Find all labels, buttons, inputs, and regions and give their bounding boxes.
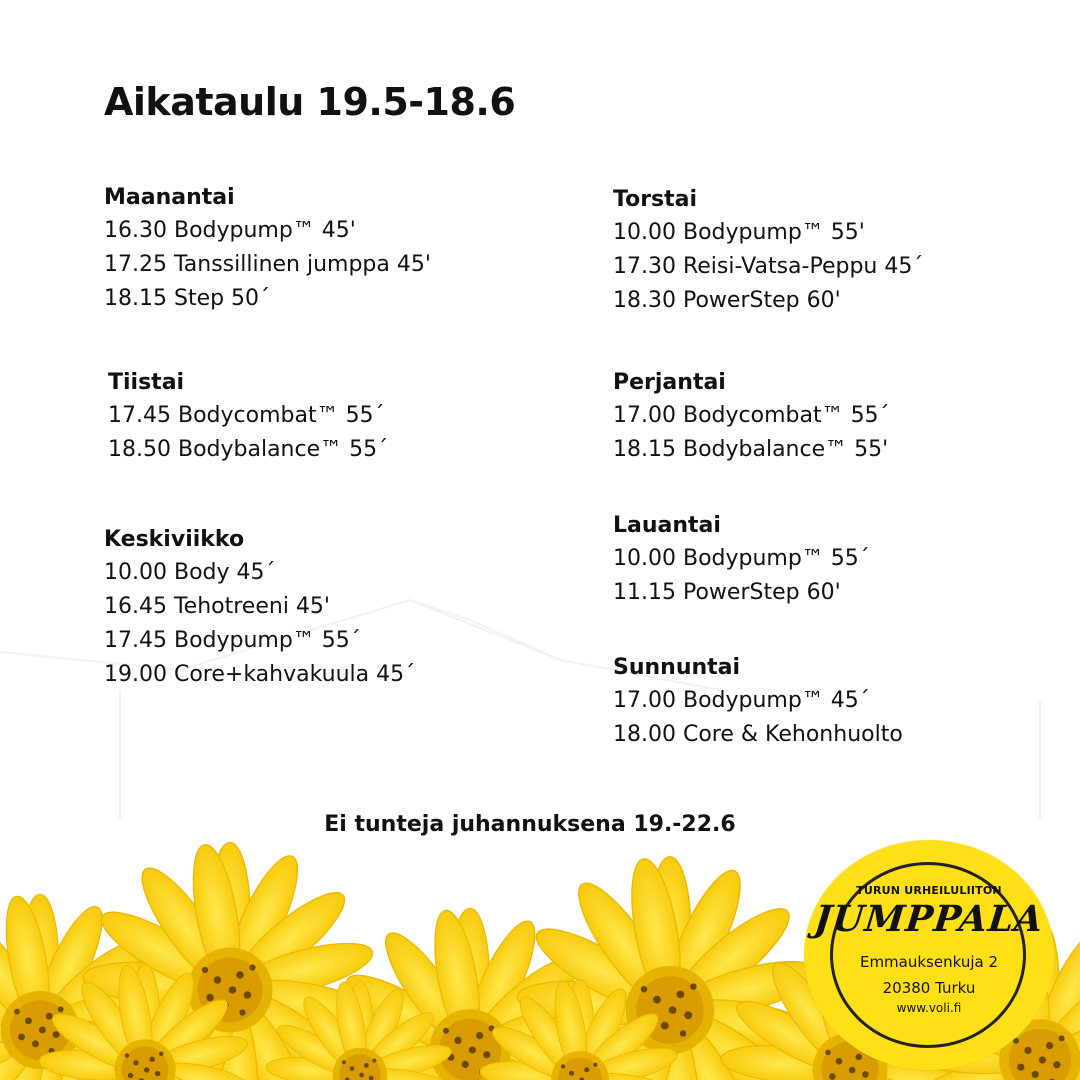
day-title: Keskiviikko [104,527,245,552]
day-torstai [613,183,923,318]
jumppala-logo-badge [804,840,1054,1070]
schedule-item: 17.30 Reisi-Vatsa-Peppu 45´ [613,254,924,279]
day-keskiviikko [104,523,415,692]
day-title: Perjantai [613,370,726,395]
day-title: Sunnuntai [613,655,741,680]
schedule-item: 18.50 Bodybalance™ 55´ [108,437,389,462]
schedule-item: 16.30 Bodypump™ 45' [104,218,356,243]
schedule-item: 18.15 Bodybalance™ 55' [613,437,889,462]
schedule-item: 16.45 Tehotreeni 45' [104,594,330,619]
schedule-item: 17.45 Bodypump™ 55´ [104,628,361,653]
badge-brand: JUMPPALA [812,898,1046,940]
day-maanantai [104,181,431,316]
day-tiistai [108,366,388,467]
badge-org: TURUN URHEILULIITON [856,884,1002,897]
schedule-item: 18.00 Core & Kehonhuolto [613,722,903,747]
badge-street: Emmauksenkuja 2 [859,953,999,971]
schedule-item: 10.00 Body 45´ [104,560,276,585]
schedule-item: 10.00 Bodypump™ 55´ [613,546,870,571]
day-sunnuntai [613,651,903,752]
schedule-item: 17.45 Bodycombat™ 55´ [108,403,385,428]
schedule-item: 18.30 PowerStep 60' [613,288,841,313]
schedule-item: 17.00 Bodycombat™ 55´ [613,403,890,428]
schedule-item: 17.25 Tanssillinen jumppa 45' [104,252,431,277]
schedule-item: 10.00 Bodypump™ 55' [613,220,865,245]
day-title: Maanantai [104,185,235,210]
badge-city: 20380 Turku [882,979,976,997]
badge-website: www.voli.fi [896,1001,962,1015]
schedule-item: 11.15 PowerStep 60' [613,580,841,605]
day-title: Torstai [613,187,698,212]
page-title: Aikataulu 19.5-18.6 [104,80,516,124]
day-title: Tiistai [108,370,185,395]
schedule-item: 17.00 Bodypump™ 45´ [613,688,870,713]
holiday-notice: Ei tunteja juhannuksena 19.-22.6 [324,812,736,837]
day-title: Lauantai [613,513,721,538]
schedule-item: 19.00 Core+kahvakuula 45´ [104,662,416,687]
day-lauantai [613,509,870,610]
day-perjantai [613,366,890,467]
schedule-item: 18.15 Step 50´ [104,286,271,311]
